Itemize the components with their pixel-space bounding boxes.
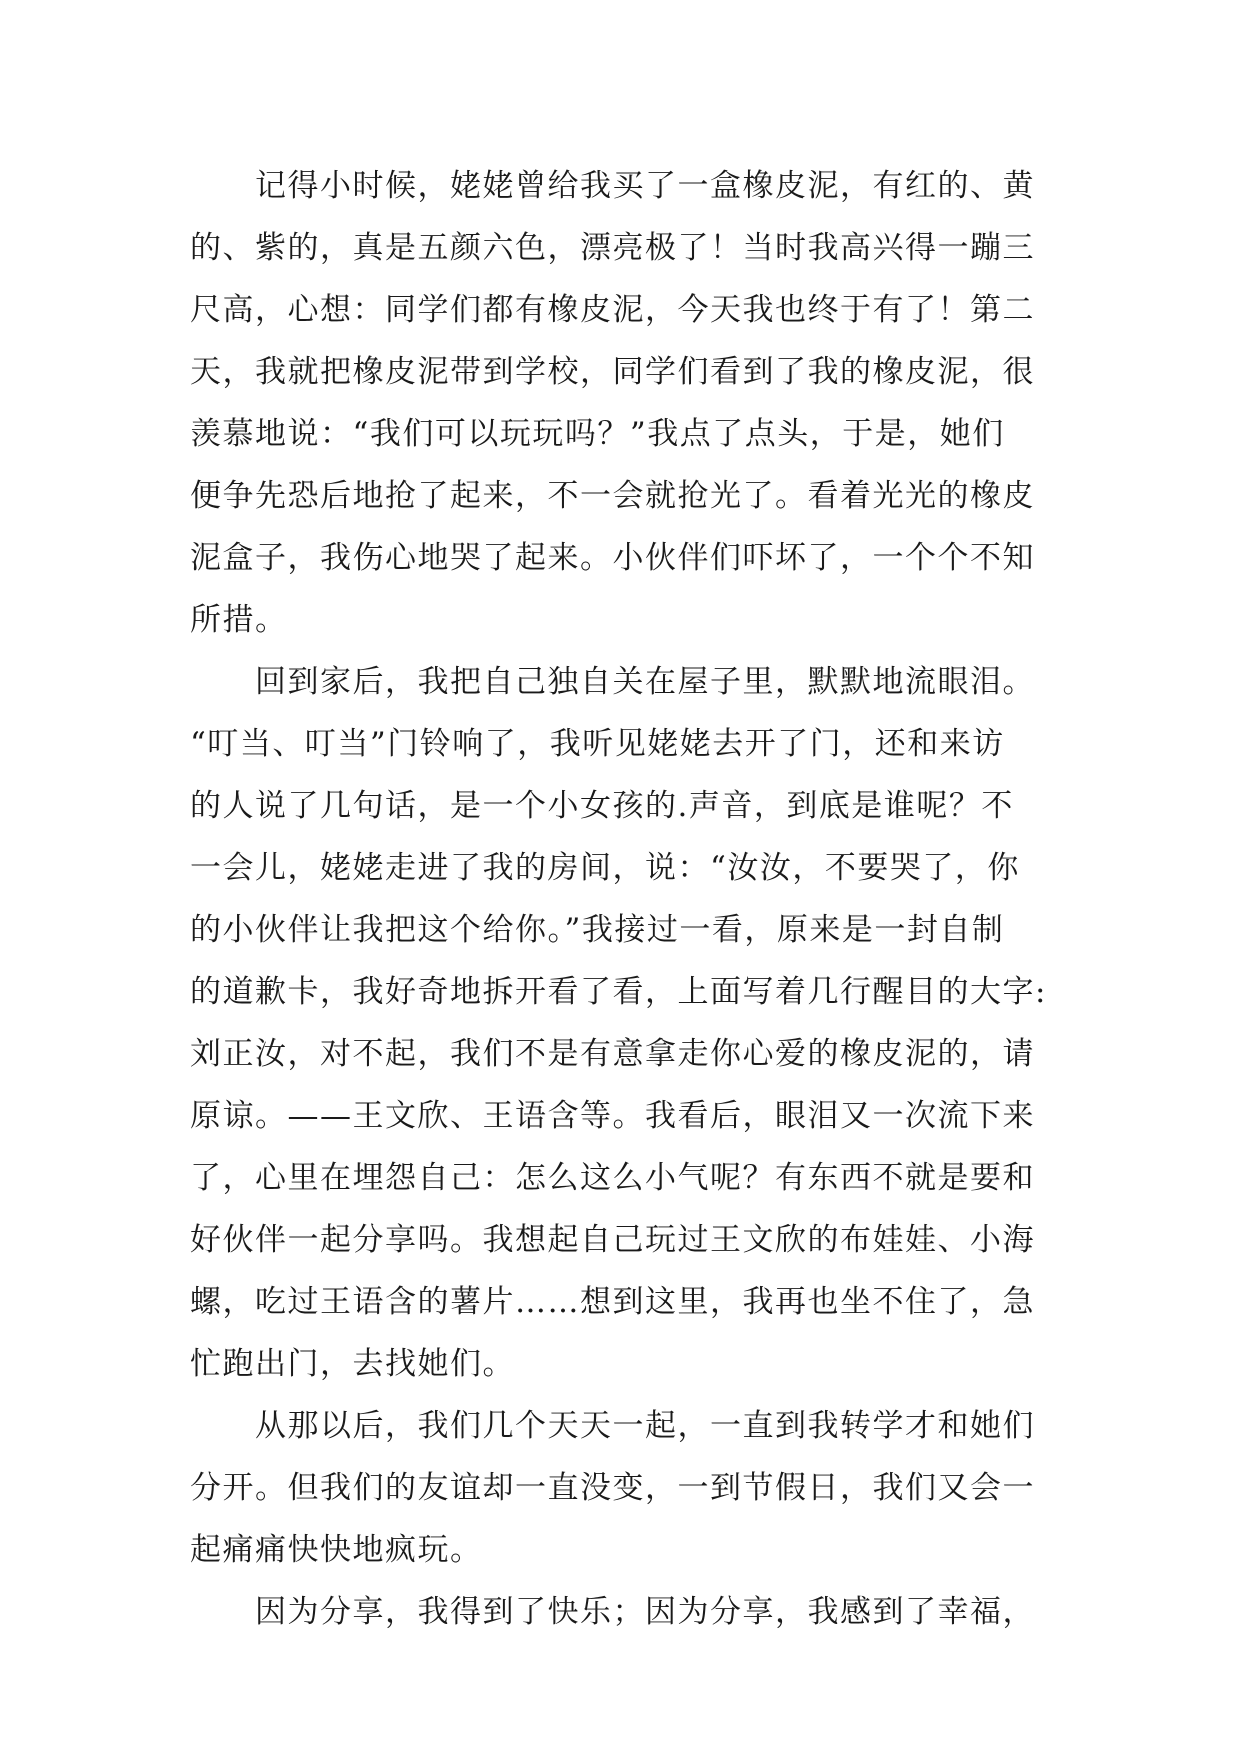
text-line: 从那以后，我们几个天天一起，一直到我转学才和她们 [190,1408,1035,1444]
paragraph-2 [190,651,1050,1395]
text-line: 刘正汝，对不起，我们不是有意拿走你心爱的橡皮泥的，请 [190,1036,1035,1072]
text-line: 天，我就把橡皮泥带到学校，同学们看到了我的橡皮泥，很 [190,354,1035,390]
text-line: 的小伙伴让我把这个给你。”我接过一看，原来是一封自制 [190,912,1005,948]
text-line: 便争先恐后地抢了起来，不一会就抢光了。看着光光的橡皮 [190,478,1035,514]
text-line: 了，心里在埋怨自己：怎么这么小气呢？有东西不就是要和 [190,1160,1035,1196]
text-line: 泥盒子，我伤心地哭了起来。小伙伴们吓坏了，一个个不知 [190,540,1035,576]
text-line: 起痛痛快快地疯玩。 [190,1532,483,1568]
text-line: 回到家后，我把自己独自关在屋子里，默默地流眼泪。 [190,664,1035,700]
text-line: 的道歉卡，我好奇地拆开看了看，上面写着几行醒目的大字: [190,974,1047,1010]
paragraph-1 [190,155,1050,651]
paragraph-3 [190,1395,1050,1581]
text-line: 因为分享，我得到了快乐；因为分享，我感到了幸福， [190,1594,1035,1630]
text-line: 的人说了几句话，是一个小女孩的.声音，到底是谁呢？不 [190,788,1014,824]
text-line: 记得小时候，姥姥曾给我买了一盒橡皮泥，有红的、黄 [190,168,1035,204]
text-line: 尺高，心想：同学们都有橡皮泥，今天我也终于有了！第二 [190,292,1035,328]
text-line: 的、紫的，真是五颜六色，漂亮极了！当时我高兴得一蹦三 [190,230,1035,266]
paragraph-4 [190,1581,1050,1643]
text-line: 螺，吃过王语含的薯片……想到这里，我再也坐不住了，急 [190,1284,1035,1320]
text-line: 好伙伴一起分享吗。我想起自己玩过王文欣的布娃娃、小海 [190,1222,1035,1258]
text-line: 一会儿，姥姥走进了我的房间，说：“汝汝，不要哭了，你 [190,850,1020,886]
document-body [190,155,1050,1643]
text-line: “叮当、叮当”门铃响了，我听见姥姥去开了门，还和来访 [190,726,1005,762]
text-line: 羡慕地说：“我们可以玩玩吗？”我点了点头，于是，她们 [190,416,1005,452]
text-line: 原谅。——王文欣、王语含等。我看后，眼泪又一次流下来 [190,1098,1035,1134]
text-line: 分开。但我们的友谊却一直没变，一到节假日，我们又会一 [190,1470,1035,1506]
text-line: 忙跑出门，去找她们。 [190,1346,515,1382]
text-line: 所措。 [190,602,288,638]
